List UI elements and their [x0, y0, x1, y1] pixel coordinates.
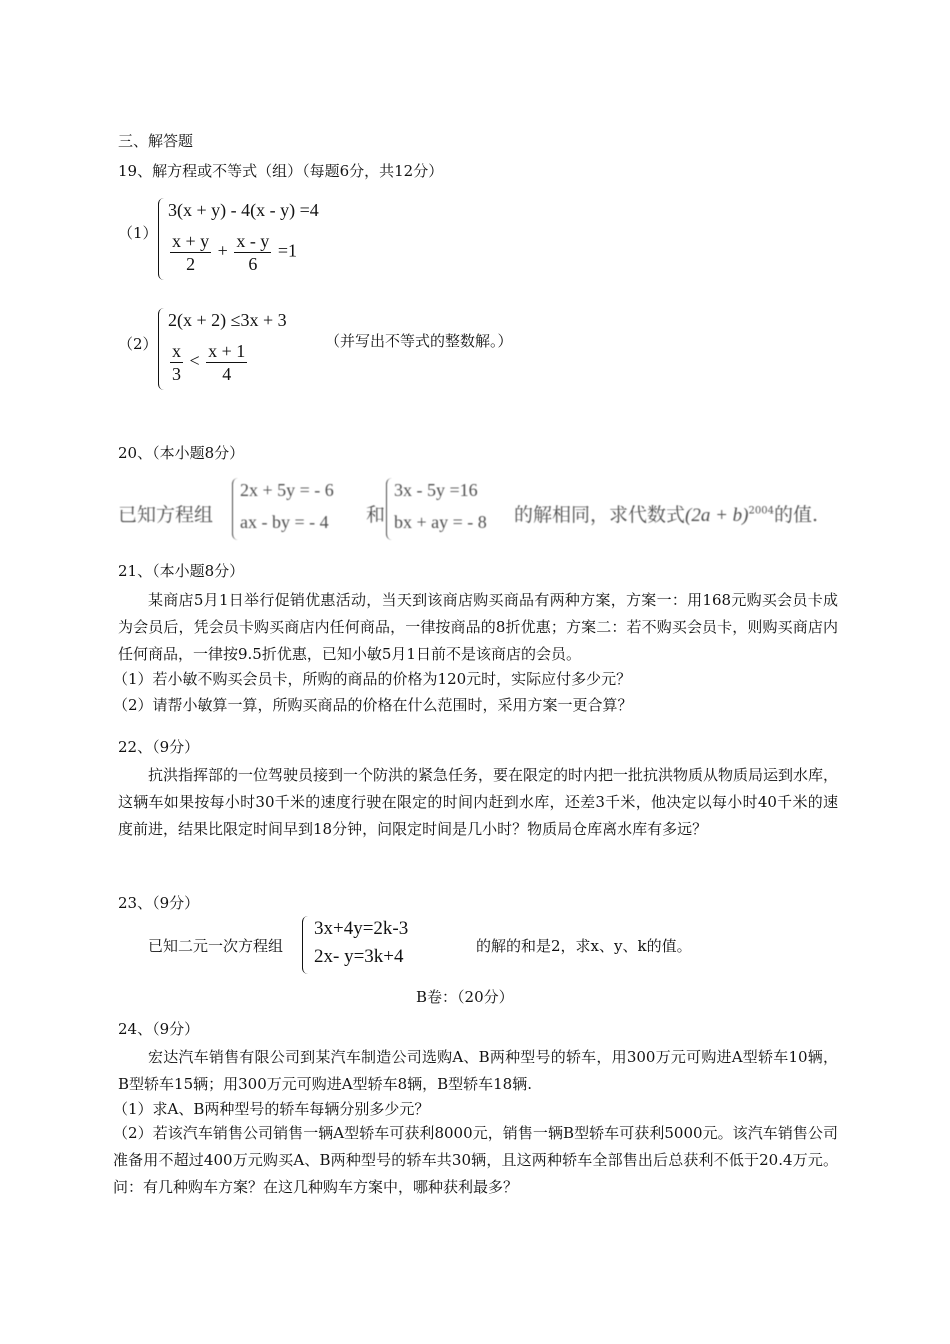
q20-sysA-eq1: 2x + 5y = - 6: [240, 480, 334, 500]
q22-title: 22、（9分）: [118, 738, 200, 756]
q20-title: 20、（本小题8分）: [118, 444, 245, 462]
q20-prefix: 已知方程组: [118, 504, 214, 526]
q19-p1-eq1: 3(x + y) - 4(x - y) =4: [168, 200, 319, 220]
q20-sysB-eq2: bx + ay = - 8: [394, 512, 487, 532]
q21-sub1: （1）若小敏不购买会员卡，所购的商品的价格为120元时，实际应付多少元？: [113, 670, 632, 688]
brace: [232, 478, 239, 540]
q23-system: [302, 916, 472, 974]
q23-suffix: 的解的和是2，求x、y、k的值。: [476, 937, 692, 955]
q21-title: 21、（本小题8分）: [118, 562, 245, 580]
fraction: $\frac{x + 1}{4}$: [208, 341, 246, 384]
q24-sub1: （1）求A、B两种型号的轿车每辆分别多少元？: [113, 1100, 430, 1118]
q23-eq1: 3x+4y=2k-3: [314, 918, 409, 939]
brace: [158, 308, 165, 390]
q24-title: 24、（9分）: [118, 1020, 200, 1038]
q21-body: 某商店5月1日举行促销优惠活动，当天到该商店购买商品有两种方案，方案一：用168元购买会员卡成为会员后，凭会员卡购买商店内任何商品，一律按商品的8折优惠；方案二：若不购买会员卡，则购买商店内任何商品，一律按9.5折优惠，已知小敏5月1日前不是该商店的会员。: [118, 591, 838, 663]
q19-p2-note: （并写出不等式的整数解。）: [325, 332, 513, 350]
part-b-heading: B卷：（20分）: [416, 988, 514, 1006]
q21-sub2: （2）请帮小敏算一算，所购买商品的价格在什么范围时，采用方案一更合算？: [113, 696, 633, 714]
q19-p1-label: （1）: [118, 224, 158, 242]
q23-eq2: 2x- y=3k+4: [314, 946, 404, 967]
q24-sub2: （2）若该汽车销售公司销售一辆A型轿车可获利8000元，销售一辆B型轿车可获利5000元。该汽车销售公司准备用不超过400万元购买A、B两种型号的轿车共30辆，且这两种轿车全部售出后总获利不低于20.4万元。问：有几种购车方案？在这几种购车方案中，哪种获利最多？: [113, 1124, 838, 1196]
fraction: $\frac{x - y}{6}$: [236, 231, 270, 274]
q20-sysA-eq2: ax - by = - 4: [240, 512, 329, 532]
q23-prefix: 已知二元一次方程组: [148, 937, 284, 955]
fraction: $\frac{x + y}{2}$: [172, 231, 210, 274]
q23-title: 23、（9分）: [118, 894, 200, 912]
brace: [386, 478, 393, 540]
q24-body: 宏达汽车销售有限公司到某汽车制造公司选购A、B两种型号的轿车，用300万元可购进A型轿车10辆，B型轿车15辆；用300万元可购进A型轿车8辆，B型轿车18辆.: [118, 1048, 838, 1093]
q19-p1-eq2: $\frac{x + y}{2}$ + $\frac{x - y}{6}$ =1: [172, 231, 297, 274]
q20-mid: 和: [366, 504, 386, 526]
q20-sysB-eq1: 3x - 5y =16: [394, 480, 478, 500]
q19-p1-system: [158, 198, 358, 280]
q20-suffix: 的解相同，求代数式$(2a + b)^{2004}$的值.: [514, 504, 818, 526]
q19-p2-eq2: $\frac{x}{3}$ < $\frac{x + 1}{4}$: [172, 341, 246, 384]
q22-body: 抗洪指挥部的一位驾驶员接到一个防洪的紧急任务，要在限定的时内把一批抗洪物质从物质局运到水库，这辆车如果按每小时30千米的速度行驶在限定的时间内赶到水库，还差3千米，他决定以每小时40千米的速度前进，结果比限定时间早到18分钟，问限定时间是几小时？物质局仓库离水库有多远？: [118, 766, 839, 838]
section-heading: 三、解答题: [118, 132, 194, 150]
q19-p2-label: （2）: [118, 335, 158, 353]
fraction: $\frac{x}{3}$: [172, 341, 181, 384]
q19-title: 19、解方程或不等式（组）（每题6分，共12分）: [118, 162, 444, 180]
brace: [158, 198, 165, 280]
q19-p2-eq1: 2(x + 2) ≤3x + 3: [168, 310, 287, 330]
q20-system-b: [386, 478, 516, 540]
q20-system-a: [232, 478, 372, 540]
brace: [302, 916, 309, 974]
